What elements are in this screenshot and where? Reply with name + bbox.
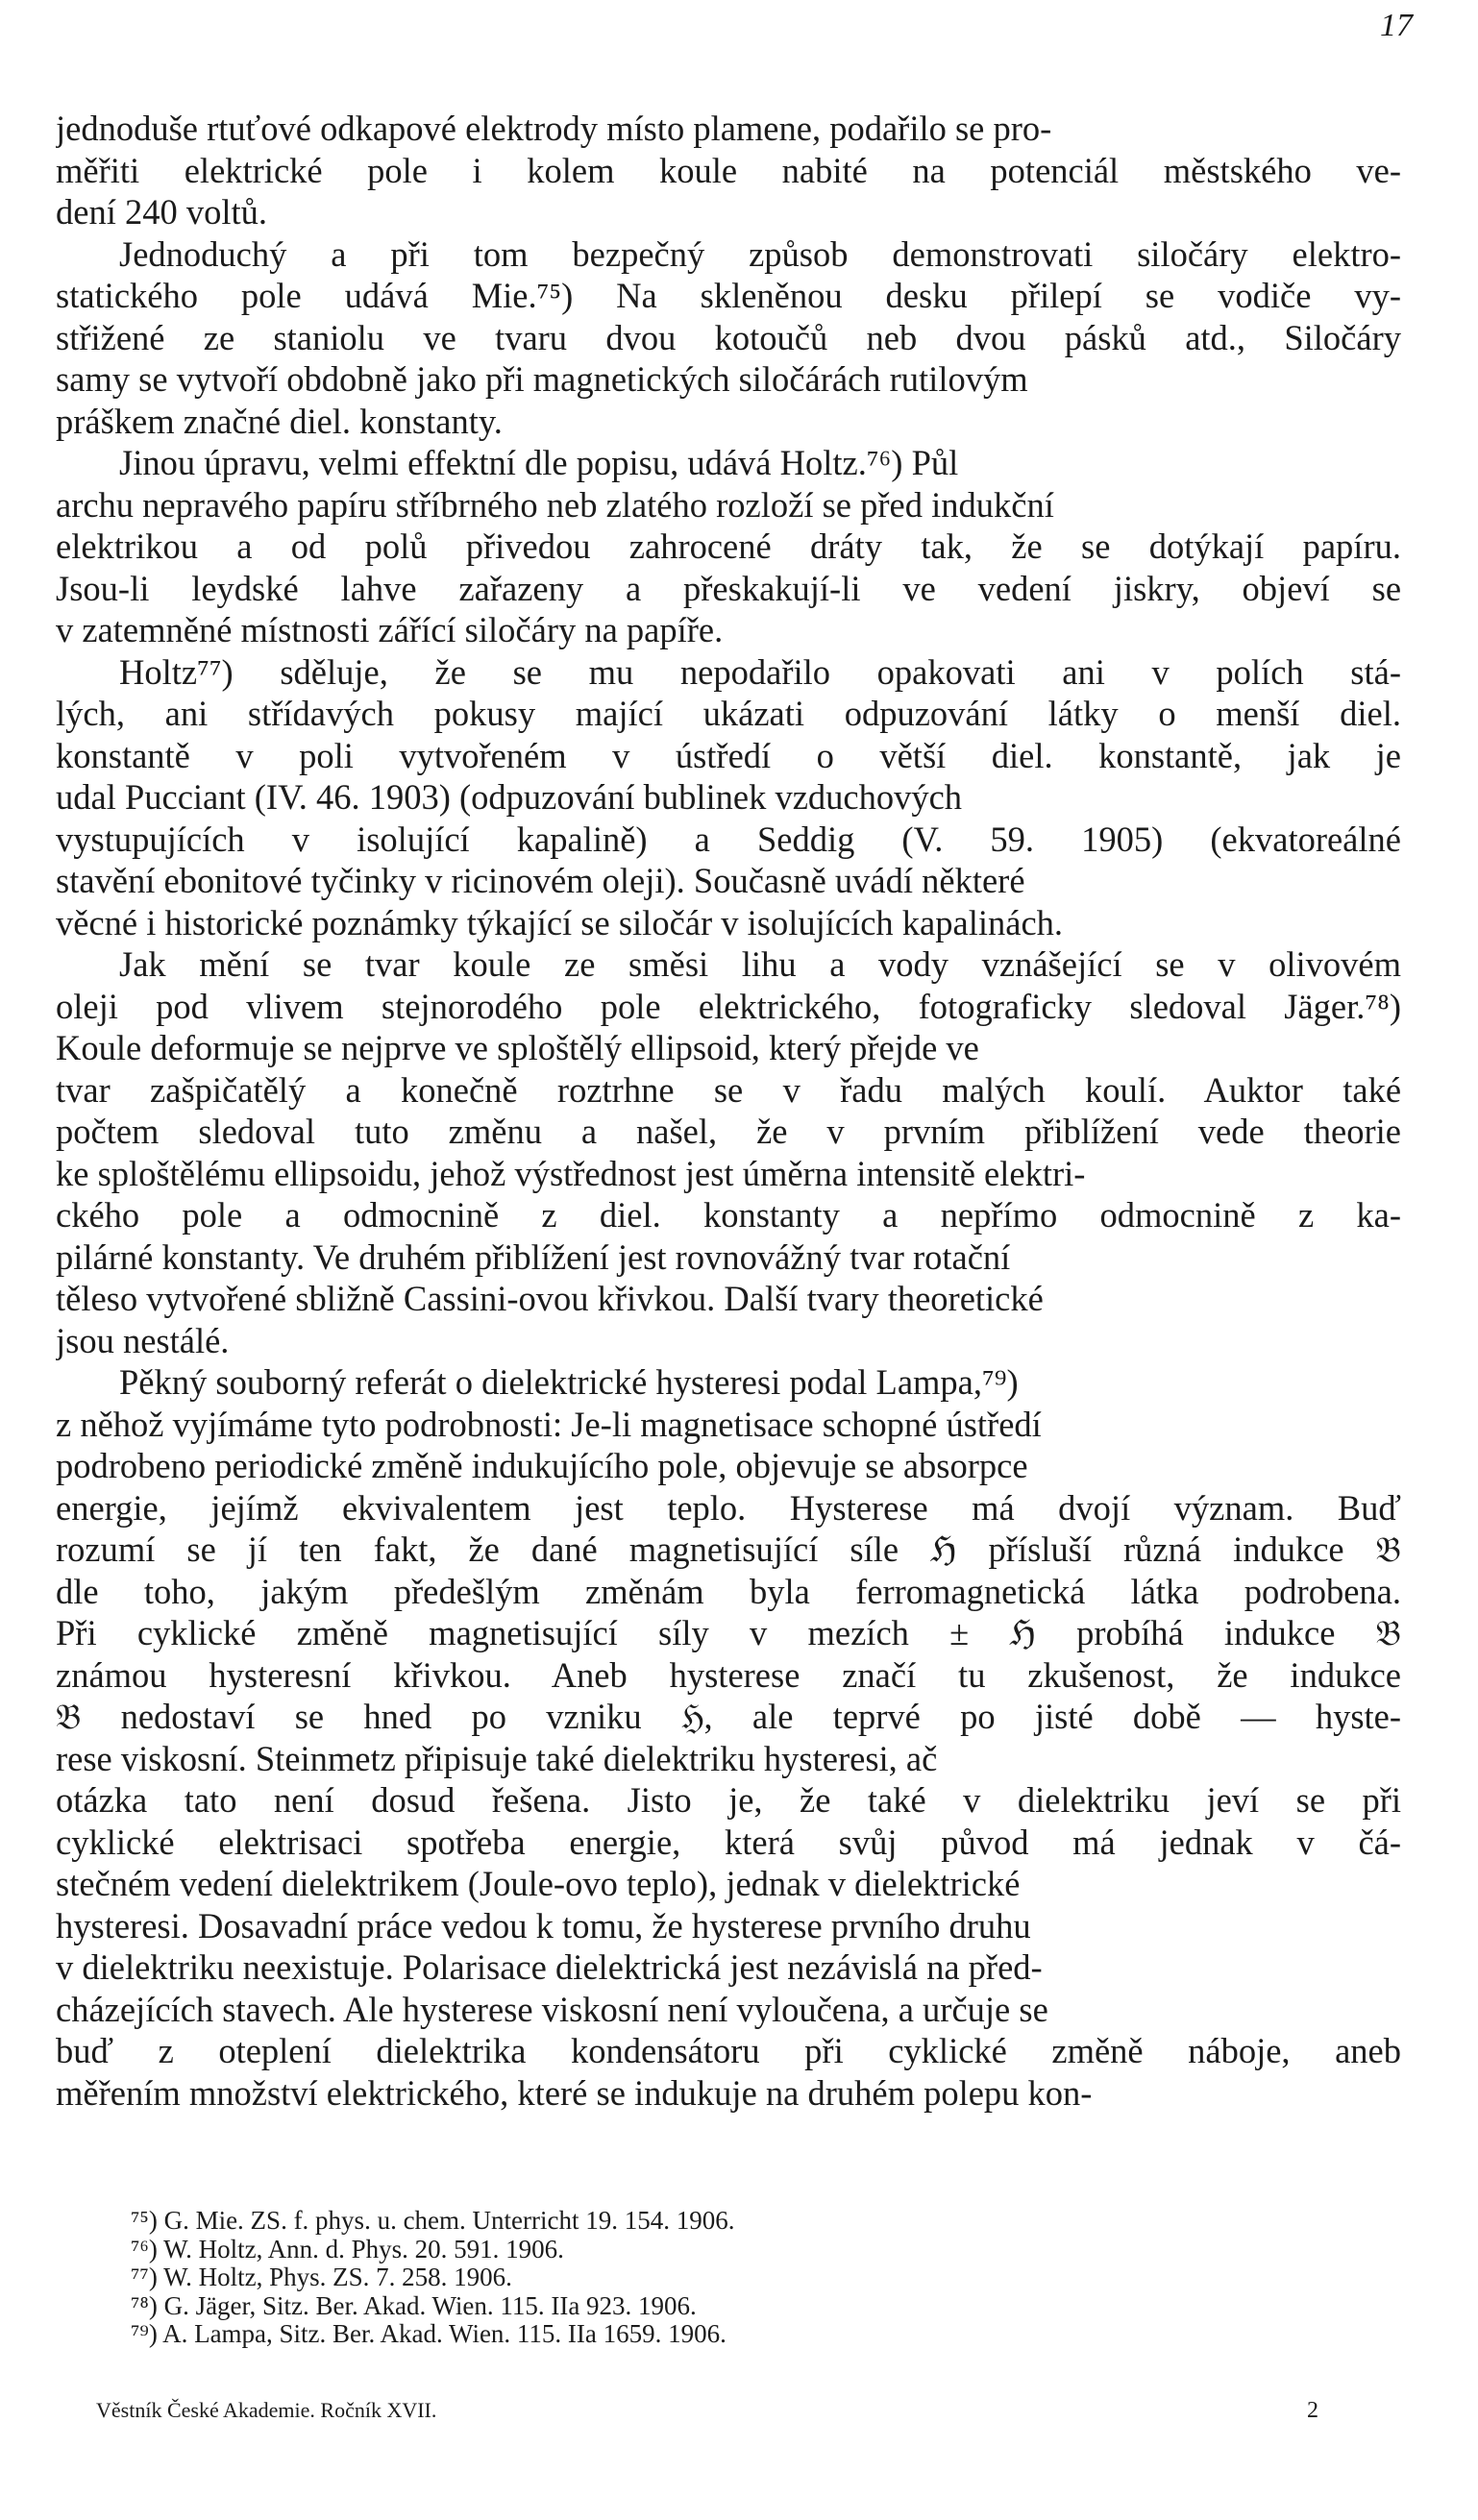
body-line: práškem značné diel. konstanty. — [56, 401, 503, 441]
body-line: otázka tato není dosud řešena. Jisto je, že také v dielektriku jeví se při — [56, 1780, 1401, 1820]
body-text — [56, 108, 1401, 2114]
body-line: vystupujících v isolující kapalině) a Seddig (V. 59. 1905) (ekvatoreálné — [56, 819, 1401, 859]
body-line: známou hysteresní křivkou. Aneb hysterese značí tu zkušenost, že indukce — [56, 1654, 1401, 1695]
footnote: ⁷⁶) W. Holtz, Ann. d. Phys. 20. 591. 1906. — [131, 2234, 564, 2263]
footnote: ⁷⁵) G. Mie. ZS. f. phys. u. chem. Unterricht 19. 154. 1906. — [131, 2206, 735, 2235]
body-line: Pěkný souborný referát o dielektrické hysteresi podal Lampa,⁷⁹) — [119, 1362, 1019, 1402]
footnote: ⁷⁷) W. Holtz, Phys. ZS. 7. 258. 1906. — [131, 2263, 512, 2291]
body-line: rese viskosní. Steinmetz připisuje také dielektriku hysteresi, ač — [56, 1738, 938, 1778]
body-line: v zatemněné místnosti zářící siločáry na papíře. — [56, 610, 724, 649]
body-line: dle toho, jakým předešlým změnám byla ferromagnetická látka podrobena. — [56, 1571, 1401, 1611]
body-line: samy se vytvoří obdobně jako při magnetických siločárách rutilovým — [56, 359, 1028, 399]
body-line: ke sploštělému ellipsoidu, jehož výstřednost jest úměrna intensitě elektri- — [56, 1153, 1086, 1193]
body-line: ckého pole a odmocnině z diel. konstanty a nepřímo odmocnině z ka- — [56, 1195, 1401, 1235]
body-line: dení 240 voltů. — [56, 192, 267, 232]
body-line: elektrikou a od polů přivedou zahrocené dráty tak, že se dotýkají papíru. — [56, 526, 1401, 566]
body-line: cyklické elektrisaci spotřeba energie, která svůj původ má jednak v čá- — [56, 1822, 1401, 1862]
journal-footer: Věstník České Akademie. Ročník XVII. — [96, 2398, 437, 2422]
footnote: ⁷⁸) G. Jäger, Sitz. Ber. Akad. Wien. 115. IIa 923. 1906. — [131, 2290, 697, 2320]
body-line: jsou nestálé. — [56, 1320, 230, 1360]
body-line: těleso vytvořené sbližně Cassini-ovou křivkou. Další tvary theoretické — [56, 1279, 1044, 1318]
page-number: 17 — [1380, 8, 1413, 43]
body-line: tvar zašpičatělý a konečně roztrhne se v řadu malých koulí. Auktor také — [56, 1069, 1401, 1110]
footnote: ⁷⁹) A. Lampa, Sitz. Ber. Akad. Wien. 115. IIa 1659. 1906. — [131, 2319, 727, 2348]
body-line: střižené ze staniolu ve tvaru dvou kotoučů neb dvou pásků atd., Siločáry — [56, 317, 1401, 357]
body-line: Jinou úpravu, velmi effektní dle popisu, udává Holtz.⁷⁶) Půl — [119, 443, 959, 482]
body-line: Jednoduchý a při tom bezpečný způsob demonstrovati siločáry elektro- — [119, 233, 1401, 274]
body-line: konstantě v poli vytvořeném v ústředí o větší diel. konstantě, jak je — [56, 735, 1401, 775]
body-line: jednoduše rtuťové odkapové elektrody místo plamene, podařilo se pro- — [56, 109, 1052, 148]
body-line: hysteresi. Dosavadní práce vedou k tomu, že hysterese prvního druhu — [56, 1905, 1031, 1945]
body-line: stečném vedení dielektrikem (Joule-ovo teplo), jednak v dielektrické — [56, 1864, 1021, 1903]
body-line: Holtz⁷⁷) sděluje, že se mu nepodařilo opakovati ani v polích stá- — [119, 651, 1401, 692]
body-line: Jak mění se tvar koule ze směsi lihu a vody vznášející se v olivovém — [119, 944, 1401, 984]
body-line: stavění ebonitové tyčinky v ricinovém oleji). Současně uvádí některé — [56, 861, 1025, 900]
body-line: oleji pod vlivem stejnorodého pole elektrického, fotograficky sledoval Jäger.⁷⁸) — [56, 986, 1401, 1026]
body-line: archu nepravého papíru stříbrného neb zlatého rozloží se před indukční — [56, 484, 1054, 525]
body-line: měřením množství elektrického, které se indukuje na druhém polepu kon- — [56, 2072, 1093, 2113]
body-line: Při cyklické změně magnetisující síly v mezích ± ℌ probíhá indukce 𝔅 — [56, 1613, 1401, 1652]
footnotes — [131, 2207, 735, 2349]
body-line: měřiti elektrické pole i kolem koule nabité na potenciál městského ve- — [56, 150, 1401, 190]
body-line: statického pole udává Mie.⁷⁵) Na skleněnou desku přilepí se vodiče vy- — [56, 276, 1401, 315]
body-line: rozumí se jí ten fakt, že dané magnetisující síle ℌ přísluší různá indukce 𝔅 — [56, 1529, 1401, 1569]
body-line: energie, jejímž ekvivalentem jest teplo. Hysterese má dvojí význam. Buď — [56, 1487, 1401, 1528]
body-line: v dielektriku neexistuje. Polarisace dielektrická jest nezávislá na před- — [56, 1947, 1043, 1987]
body-line: buď z oteplení dielektrika kondensátoru při cyklické změně náboje, aneb — [56, 2031, 1401, 2070]
body-line: podrobeno periodické změně indukujícího pole, objevuje se absorpce — [56, 1446, 1028, 1485]
body-line: Jsou-li leydské lahve zařazeny a přeskakují-li ve vedení jiskry, objeví se — [56, 568, 1401, 608]
sheet-signature: 2 — [1307, 2398, 1318, 2423]
body-line: pilárné konstanty. Ve druhém přiblížení jest rovnovážný tvar rotační — [56, 1236, 1011, 1277]
body-line: cházejících stavech. Ale hysterese viskosní není vyloučena, a určuje se — [56, 1989, 1048, 2029]
body-line: 𝔅 nedostaví se hned po vzniku ℌ, ale teprvé po jisté době — hyste- — [56, 1697, 1401, 1736]
body-line: z něhož vyjímáme tyto podrobnosti: Je-li magnetisace schopné ústředí — [56, 1404, 1042, 1444]
body-line: věcné i historické poznámky týkající se siločár v isolujících kapalinách. — [56, 902, 1064, 942]
body-line: počtem sledoval tuto změnu a našel, že v prvním přiblížení vede theorie — [56, 1112, 1401, 1151]
body-line: lých, ani střídavých pokusy mající ukázati odpuzování látky o menší diel. — [56, 694, 1401, 733]
body-line: Koule deformuje se nejprve ve sploštělý ellipsoid, který přejde ve — [56, 1028, 979, 1067]
body-line: udal Pucciant (IV. 46. 1903) (odpuzování bublinek vzduchových — [56, 777, 963, 817]
